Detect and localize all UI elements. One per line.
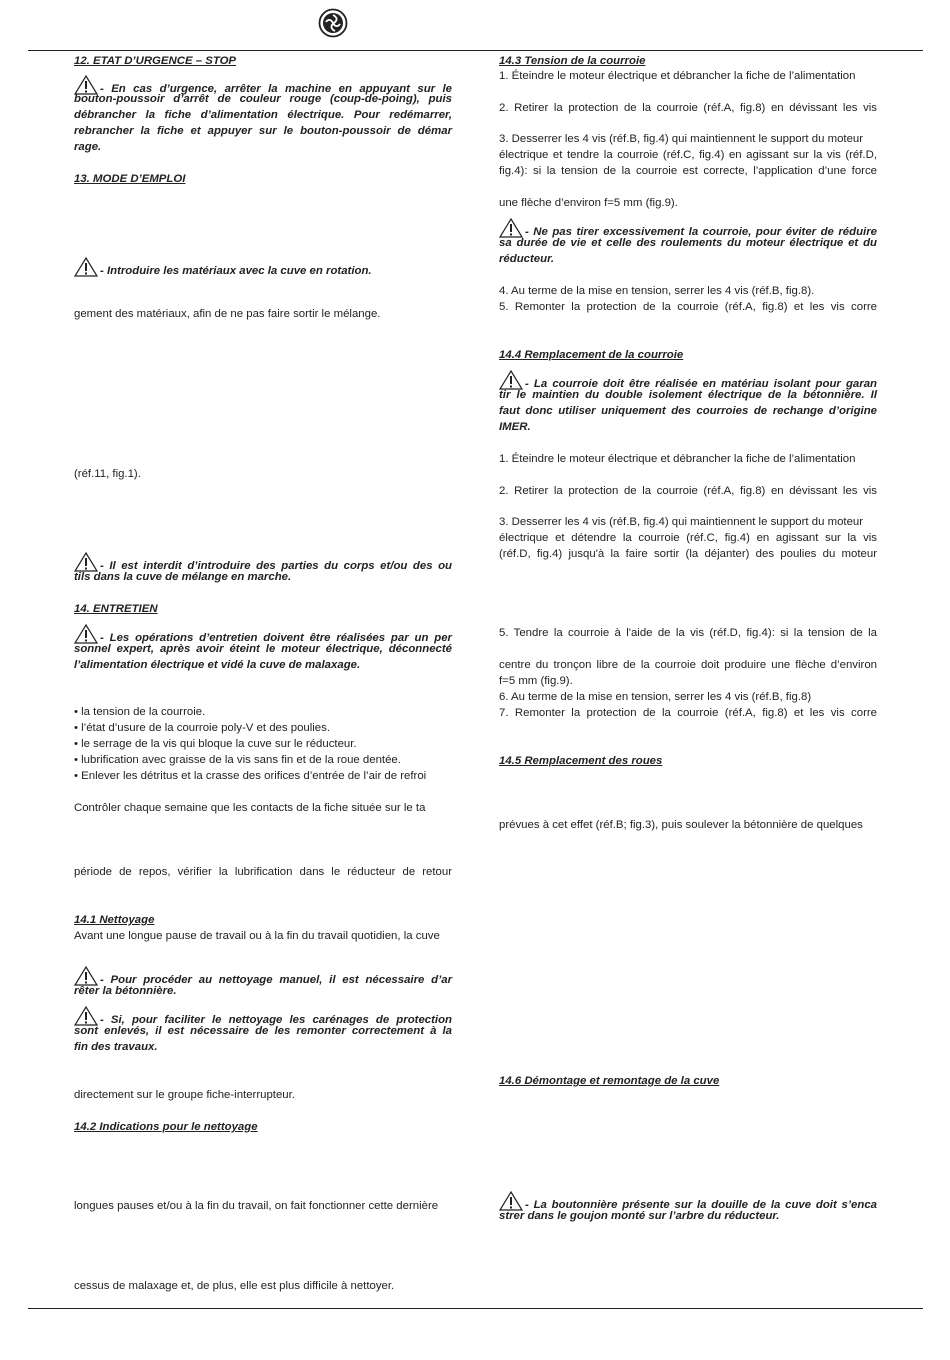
warning-stop-mixer: - Pour procéder au nettoyage manuel, il est nécessaire d’ar (74, 966, 452, 988)
text-line: sont enlevés, il est nécessaire de les remonter correctement à la (74, 1025, 452, 1037)
text-line: centre du tronçon libre de la courroie doit produire une flèche d’environ (499, 659, 877, 671)
brand-logo-icon (318, 8, 348, 38)
text-line: 1. Éteindre le moteur électrique et débrancher la fiche de l’alimentation (499, 70, 856, 82)
text-line: gement des matériaux, afin de ne pas faire sortir le mélange. (74, 308, 381, 320)
text-line: rage. (74, 141, 102, 153)
text-line: électrique et détendre la courroie (réf.C, fig.4) en agissant sur la vis (499, 532, 877, 544)
text-line: 6. Au terme de la mise en tension, serrer les 4 vis (réf.B, fig.8) (499, 691, 812, 703)
text-line: 5. Remonter la protection de la courroie (réf.A, fig.8) et les vis corre (499, 301, 877, 313)
warning-icon (74, 257, 98, 277)
text-line: prévues à cet effet (réf.B; fig.3), puis soulever la bétonnière de quelques (499, 819, 863, 831)
section-13-heading: 13. MODE D’EMPLOI (74, 173, 186, 185)
text-line: période de repos, vérifier la lubrification dans le réducteur de retour (74, 866, 452, 878)
warning-maintenance: - Les opérations d’entretien doivent être réalisées par un per (74, 624, 452, 646)
section-14-6-heading: 14.6 Démontage et remontage de la cuve (499, 1075, 720, 1087)
text-line: (réf.11, fig.1). (74, 468, 141, 480)
text-line: réducteur. (499, 253, 555, 265)
text-line: strer dans le goujon monté sur l’arbre du réducteur. (499, 1210, 780, 1222)
text-line: sa durée de vie et celle des roulements du moteur électrique et du (499, 237, 877, 249)
list-item: • l’état d’usure de la courroie poly-V et des poulies. (74, 722, 330, 734)
section-14-1-heading: 14.1 Nettoyage (74, 914, 155, 926)
warning-rotation: - Introduire les matériaux avec la cuve en rotation. (74, 257, 452, 279)
text-line: rêter la bétonnière. (74, 985, 177, 997)
warning-belt-insulation: - La courroie doit être réalisée en matériau isolant pour garan (499, 370, 877, 392)
section-14-2-heading: 14.2 Indications pour le nettoyage (74, 1121, 258, 1133)
list-item: • Enlever les détritus et la crasse des orifices d’entrée de l’air de refroi (74, 770, 427, 782)
footer-rule (28, 1308, 923, 1309)
text-line: f=5 mm (fig.9). (499, 675, 573, 687)
section-12-heading: 12. ETAT D’URGENCE – STOP (74, 55, 237, 67)
text-line: fin des travaux. (74, 1041, 158, 1053)
text-line: longues pauses et/ou à la fin du travail, on fait fonctionner cette dernière (74, 1200, 439, 1212)
text-line: 7. Remonter la protection de la courroie (réf.A, fig.8) et les vis corre (499, 707, 877, 719)
text-line: 1. Éteindre le moteur électrique et débrancher la fiche de l’alimentation (499, 453, 856, 465)
text-line: 3. Desserrer les 4 vis (réf.B, fig.4) qui maintiennent le support du moteur (499, 516, 864, 528)
warning-body-parts: - Il est interdit d’introduire des parties du corps et/ou des ou (74, 552, 452, 574)
text-line: débrancher la fiche d’alimentation électrique. Pour redémarrer, (74, 109, 452, 121)
text-line: 2. Retirer la protection de la courroie (réf.A, fig.8) en dévissant les vis (499, 102, 877, 114)
list-item: • lubrification avec graisse de la vis sans fin et de la roue dentée. (74, 754, 401, 766)
text-line: 5. Tendre la courroie à l'aide de la vis (réf.D, fig.4): si la tension de la (499, 627, 877, 639)
section-14-5-heading: 14.5 Remplacement des roues (499, 755, 663, 767)
text-line: (réf.D, fig.4) jusqu'à la faire sortir (la déjanter) des poulies du moteur (499, 548, 877, 560)
header-rule (28, 50, 923, 51)
section-14-3-heading: 14.3 Tension de la courroie (499, 55, 646, 67)
text-line: fig.4): si la tension de la courroie est correcte, l’application d’une force (499, 165, 877, 177)
text-line: 2. Retirer la protection de la courroie (réf.A, fig.8) en dévissant les vis (499, 485, 877, 497)
text-line: faut donc utiliser uniquement des courroies de rechange d’origine (499, 405, 877, 417)
text-line: Avant une longue pause de travail ou à la fin du travail quotidien, la cuve (74, 930, 440, 942)
warning-emergency: - En cas d’urgence, arrêter la machine en appuyant sur le (74, 75, 452, 97)
text-line: une flèche d’environ f=5 mm (fig.9). (499, 197, 678, 209)
warning-buttonhole: - La boutonnière présente sur la douille de la cuve doit s’enca (499, 1191, 877, 1213)
text-line: bouton-poussoir d’arrêt de couleur rouge (coup-de-poing), puis (74, 93, 452, 105)
list-item: • le serrage de la vis qui bloque la cuve sur le réducteur. (74, 738, 357, 750)
text-line: directement sur le groupe fiche-interrupteur. (74, 1089, 295, 1101)
section-14-4-heading: 14.4 Remplacement de la courroie (499, 349, 684, 361)
text-line: sonnel expert, après avoir éteint le moteur électrique, déconnecté (74, 643, 452, 655)
section-14-heading: 14. ENTRETIEN (74, 603, 158, 615)
text-line: cessus de malaxage et, de plus, elle est plus difficile à nettoyer. (74, 1280, 395, 1292)
text-line: 3. Desserrer les 4 vis (réf.B, fig.4) qui maintiennent le support du moteur (499, 133, 864, 145)
warning-belt-tension: - Ne pas tirer excessivement la courroie, pour éviter de réduire (499, 218, 877, 240)
text-line: électrique et tendre la courroie (réf.C, fig.4) en agissant sur la vis (réf.D, (499, 149, 877, 161)
text-line: tils dans la cuve de mélange en marche. (74, 571, 292, 583)
list-item: • la tension de la courroie. (74, 706, 206, 718)
text-line: Contrôler chaque semaine que les contacts de la fiche située sur le ta (74, 802, 426, 814)
text-line: IMER. (499, 421, 531, 433)
text-line: 4. Au terme de la mise en tension, serrer les 4 vis (réf.B, fig.8). (499, 285, 815, 297)
text-line: rebrancher la fiche et appuyer sur le bouton-poussoir de démar (74, 125, 452, 137)
warning-guards: - Si, pour faciliter le nettoyage les carénages de protection (74, 1006, 452, 1028)
text-line: tir le maintien du double isolement électrique de la bétonnière. Il (499, 389, 877, 401)
text-line: l’alimentation électrique et vidé la cuve de malaxage. (74, 659, 361, 671)
